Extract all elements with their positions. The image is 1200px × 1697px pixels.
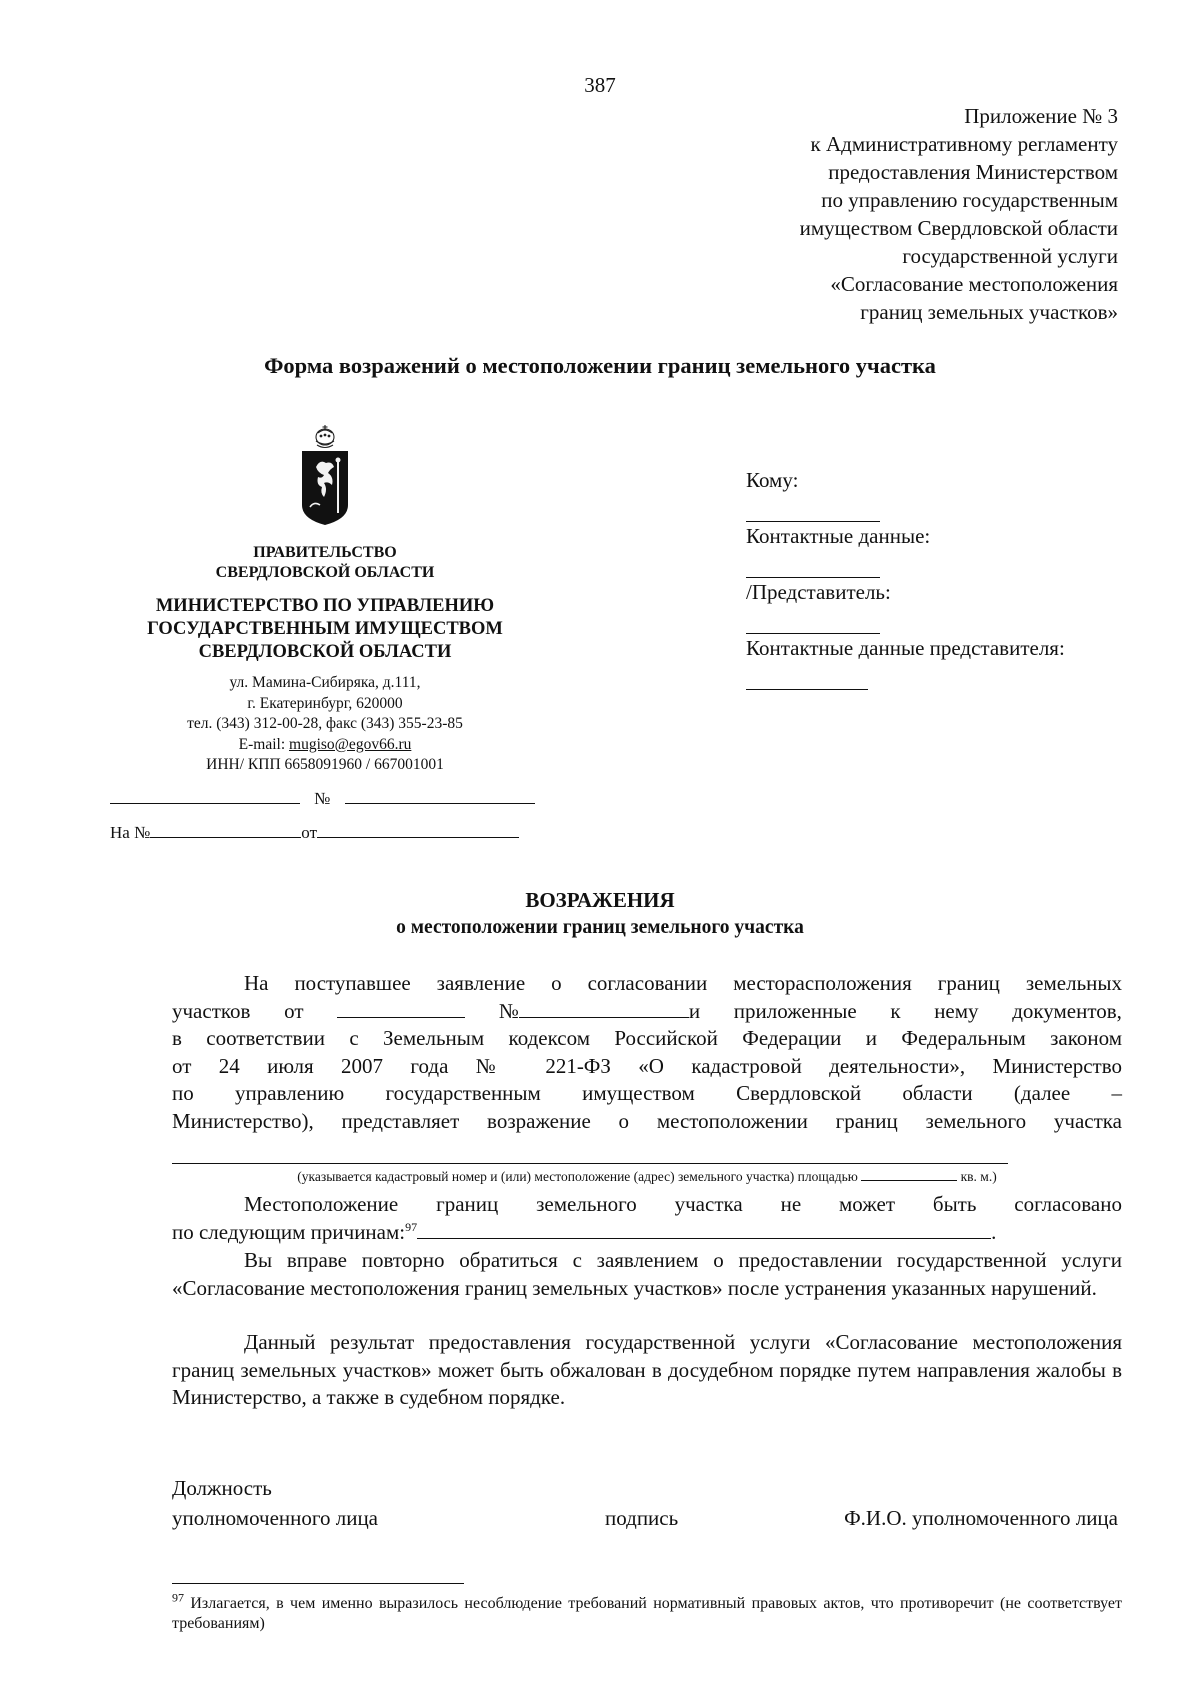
- reply-to-label: На №: [110, 823, 151, 842]
- application-number-group: [499, 998, 700, 1026]
- ministry-name-line: МИНИСТЕРСТВО ПО УПРАВЛЕНИЮ: [155, 596, 495, 616]
- body-line: от 24 июля 2007 года № 221-ФЗ «О кадастровой деятельности», Министерство: [172, 1053, 1122, 1078]
- recipient-to-blank: [746, 494, 880, 522]
- body-line: [172, 1191, 1122, 1219]
- body-line: [172, 1219, 1122, 1247]
- date-blank: [110, 786, 300, 804]
- body-word: участков: [172, 998, 251, 1023]
- signature-position: [172, 1473, 378, 1533]
- body-text-segment: Местоположение границ земельного участка не может быть согласовано: [244, 1192, 1122, 1216]
- coat-of-arms-icon: [294, 423, 356, 527]
- number-sign: №: [314, 789, 331, 808]
- body-line: Министерство), представляет возражение о местоположении границ земельного участка: [172, 1108, 1122, 1133]
- reasons-blank: [417, 1219, 991, 1239]
- footnote-reference[interactable]: 97: [405, 1219, 418, 1234]
- body-line: [172, 998, 1122, 1026]
- application-number-blank: [519, 998, 689, 1018]
- government-name-line: ПРАВИТЕЛЬСТВО: [253, 544, 397, 561]
- objection-title: [0, 886, 1200, 942]
- reasons-label: по следующим причинам:: [172, 1219, 406, 1244]
- reply-date-blank: [317, 820, 519, 838]
- reply-number-blank: [150, 820, 301, 838]
- retry-paragraph: [172, 1247, 1122, 1302]
- ministry-name-line: СВЕРДЛОВСКОЙ ОБЛАСТИ: [198, 642, 452, 662]
- recipient-block: [746, 466, 1126, 690]
- body-line: по управлению государственным имуществом Свердловской области (далее –: [172, 1081, 1122, 1105]
- number-sign: №: [498, 998, 519, 1023]
- ministry-letterhead: [110, 423, 540, 776]
- ministry-name: [110, 595, 540, 664]
- body-word: приложенные: [733, 998, 857, 1023]
- reply-from-label: от: [301, 823, 318, 842]
- representative-label: /Представитель:: [746, 580, 891, 604]
- signature-label: подпись: [605, 1506, 679, 1530]
- ministry-name-line: ГОСУДАРСТВЕННЫМ ИМУЩЕСТВОМ: [147, 619, 503, 639]
- recipient-to-label: Кому:: [746, 468, 799, 492]
- recipient-contacts-blank: [746, 550, 880, 578]
- land-plot-note: [172, 1168, 1122, 1186]
- body-text-segment: На поступавшее заявление о согласовании месторасположения границ земельных: [244, 971, 1122, 995]
- signatory-name-label: Ф.И.О. уполномоченного лица: [844, 1506, 1118, 1530]
- email-label: E-mail:: [238, 735, 290, 753]
- number-blank: [345, 786, 535, 804]
- phone-line: тел. (343) 312-00-28, факс (343) 355-23-85: [187, 715, 463, 732]
- appeal-text: Данный результат предоставления государственной услуги «Согласование местоположения границ земельных участков» может быть обжалован в досудебном порядке путем направления жалобы в Министерство, а также в судебном порядке.: [172, 1330, 1122, 1409]
- body-line: [172, 970, 1122, 998]
- body-word: документов,: [1012, 998, 1122, 1023]
- outgoing-registration-line: [110, 786, 540, 810]
- objection-subheading: о местоположении границ земельного участка: [396, 917, 804, 938]
- form-title: Форма возражений о местоположении границ земельного участка: [264, 353, 936, 378]
- retry-text: Вы вправе повторно обратиться с заявлением о предоставлении государственной услуги «Согласование местоположения границ земельных участков» после устранения указанных нарушений.: [172, 1248, 1122, 1300]
- inn-kpp-line: ИНН/ КПП 6658091960 / 667001001: [206, 756, 444, 773]
- appendix-reference: [598, 102, 1118, 326]
- appendix-line: предоставления Министерством: [828, 160, 1118, 184]
- appendix-line: «Согласование местоположения: [830, 272, 1118, 296]
- application-date-blank: [337, 998, 465, 1018]
- recipient-contacts-label: Контактные данные:: [746, 524, 931, 548]
- representative-contacts-label: Контактные данные представителя:: [746, 636, 1065, 660]
- reasons-paragraph: [172, 1191, 1122, 1246]
- appeal-paragraph: [172, 1329, 1122, 1412]
- land-plot-note-text: (указывается кадастровый номер и (или) местоположение (адрес) земельного участка) площадью: [297, 1169, 858, 1184]
- area-blank: [861, 1168, 957, 1181]
- objection-heading: ВОЗРАЖЕНИЯ: [525, 888, 675, 912]
- objection-body: [172, 970, 1122, 1135]
- address-line: г. Екатеринбург, 620000: [247, 694, 403, 712]
- appendix-line: имуществом Свердловской области: [799, 216, 1118, 240]
- footnote-text: Излагается, в чем именно выразилось несоблюдение требований нормативный правовых актов, что противоречит (не соответствует требованиям): [172, 1595, 1123, 1632]
- appendix-line: границ земельных участков»: [860, 300, 1118, 324]
- ministry-contacts: [110, 673, 540, 776]
- appendix-line: к Административному регламенту: [810, 132, 1118, 156]
- government-name: [110, 543, 540, 583]
- email-link[interactable]: mugiso@egov66.ru: [289, 735, 412, 753]
- appendix-line: государственной услуги: [902, 244, 1118, 268]
- body-word: нему: [934, 998, 979, 1023]
- address-line: ул. Мамина-Сибиряка, д.111,: [229, 674, 421, 691]
- email-line: [110, 735, 540, 756]
- reply-to-line: [110, 820, 540, 844]
- position-label: Должность: [172, 1476, 272, 1500]
- appendix-line: по управлению государственным: [821, 188, 1118, 212]
- body-word: и: [688, 998, 701, 1023]
- body-word: от: [284, 998, 304, 1023]
- footnote-number: 97: [172, 1590, 184, 1605]
- body-punctuation: .: [991, 1219, 997, 1244]
- footnote: [172, 1590, 1123, 1634]
- government-name-line: СВЕРДЛОВСКОЙ ОБЛАСТИ: [215, 564, 435, 581]
- land-plot-blank: [172, 1163, 1008, 1164]
- body-word: к: [890, 998, 901, 1023]
- position-label: уполномоченного лица: [172, 1506, 379, 1530]
- page-number: 387: [584, 73, 616, 97]
- land-plot-note-unit: кв. м.): [960, 1169, 997, 1184]
- representative-contacts-blank: [746, 662, 868, 690]
- footnote-separator: [172, 1583, 464, 1584]
- body-line: в соответствии с Земельным кодексом Российской Федерации и Федеральным законом: [172, 1026, 1122, 1050]
- representative-blank: [746, 606, 880, 634]
- appendix-line: Приложение № 3: [964, 104, 1118, 128]
